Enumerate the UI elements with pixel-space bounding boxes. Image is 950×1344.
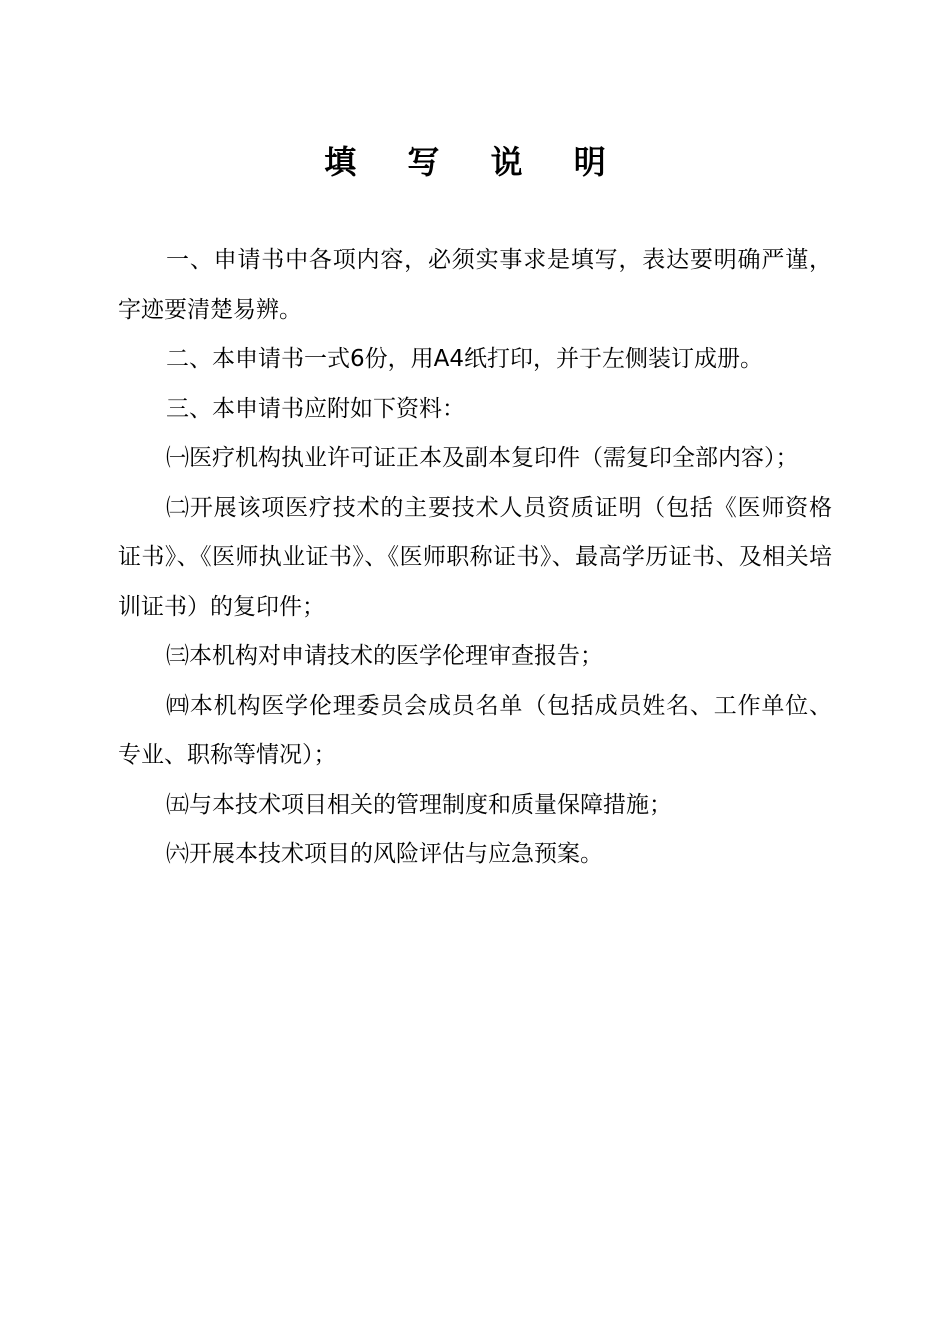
page-title: 填 写 说 明 <box>324 143 626 181</box>
list-item-1: ㈠医疗机构执业许可证正本及副本复印件（需复印全部内容）； <box>166 445 799 471</box>
paragraph-3: 三、本申请书应附如下资料： <box>166 395 465 422</box>
list-item-3: ㈢本机构对申请技术的医学伦理审查报告； <box>166 643 603 669</box>
list-item-6: ㈥开展本技术项目的风险评估与应急预案。 <box>166 841 603 867</box>
paragraph-2: 二、本申请书一式6份，用A4纸打印，并于左侧装订成册。 <box>166 346 764 372</box>
list-item-5: ㈤与本技术项目相关的管理制度和质量保障措施； <box>166 791 672 818</box>
list-item-4: ㈣本机构医学伦理委员会成员名单（包括成员姓名、工作单位、专业、职称等情况）； <box>118 692 832 768</box>
list-item-2: ㈡开展该项医疗技术的主要技术人员资质证明（包括《医师资格证书》、《医师执业证书》、《医师职称证书》、最高学历证书、及相关培训证书）的复印件； <box>118 494 832 620</box>
instructions-body <box>118 236 832 880</box>
paragraph-1: 一、申请书中各项内容，必须实事求是填写，表达要明确严谨，字迹要清楚易辨。 <box>118 247 832 323</box>
